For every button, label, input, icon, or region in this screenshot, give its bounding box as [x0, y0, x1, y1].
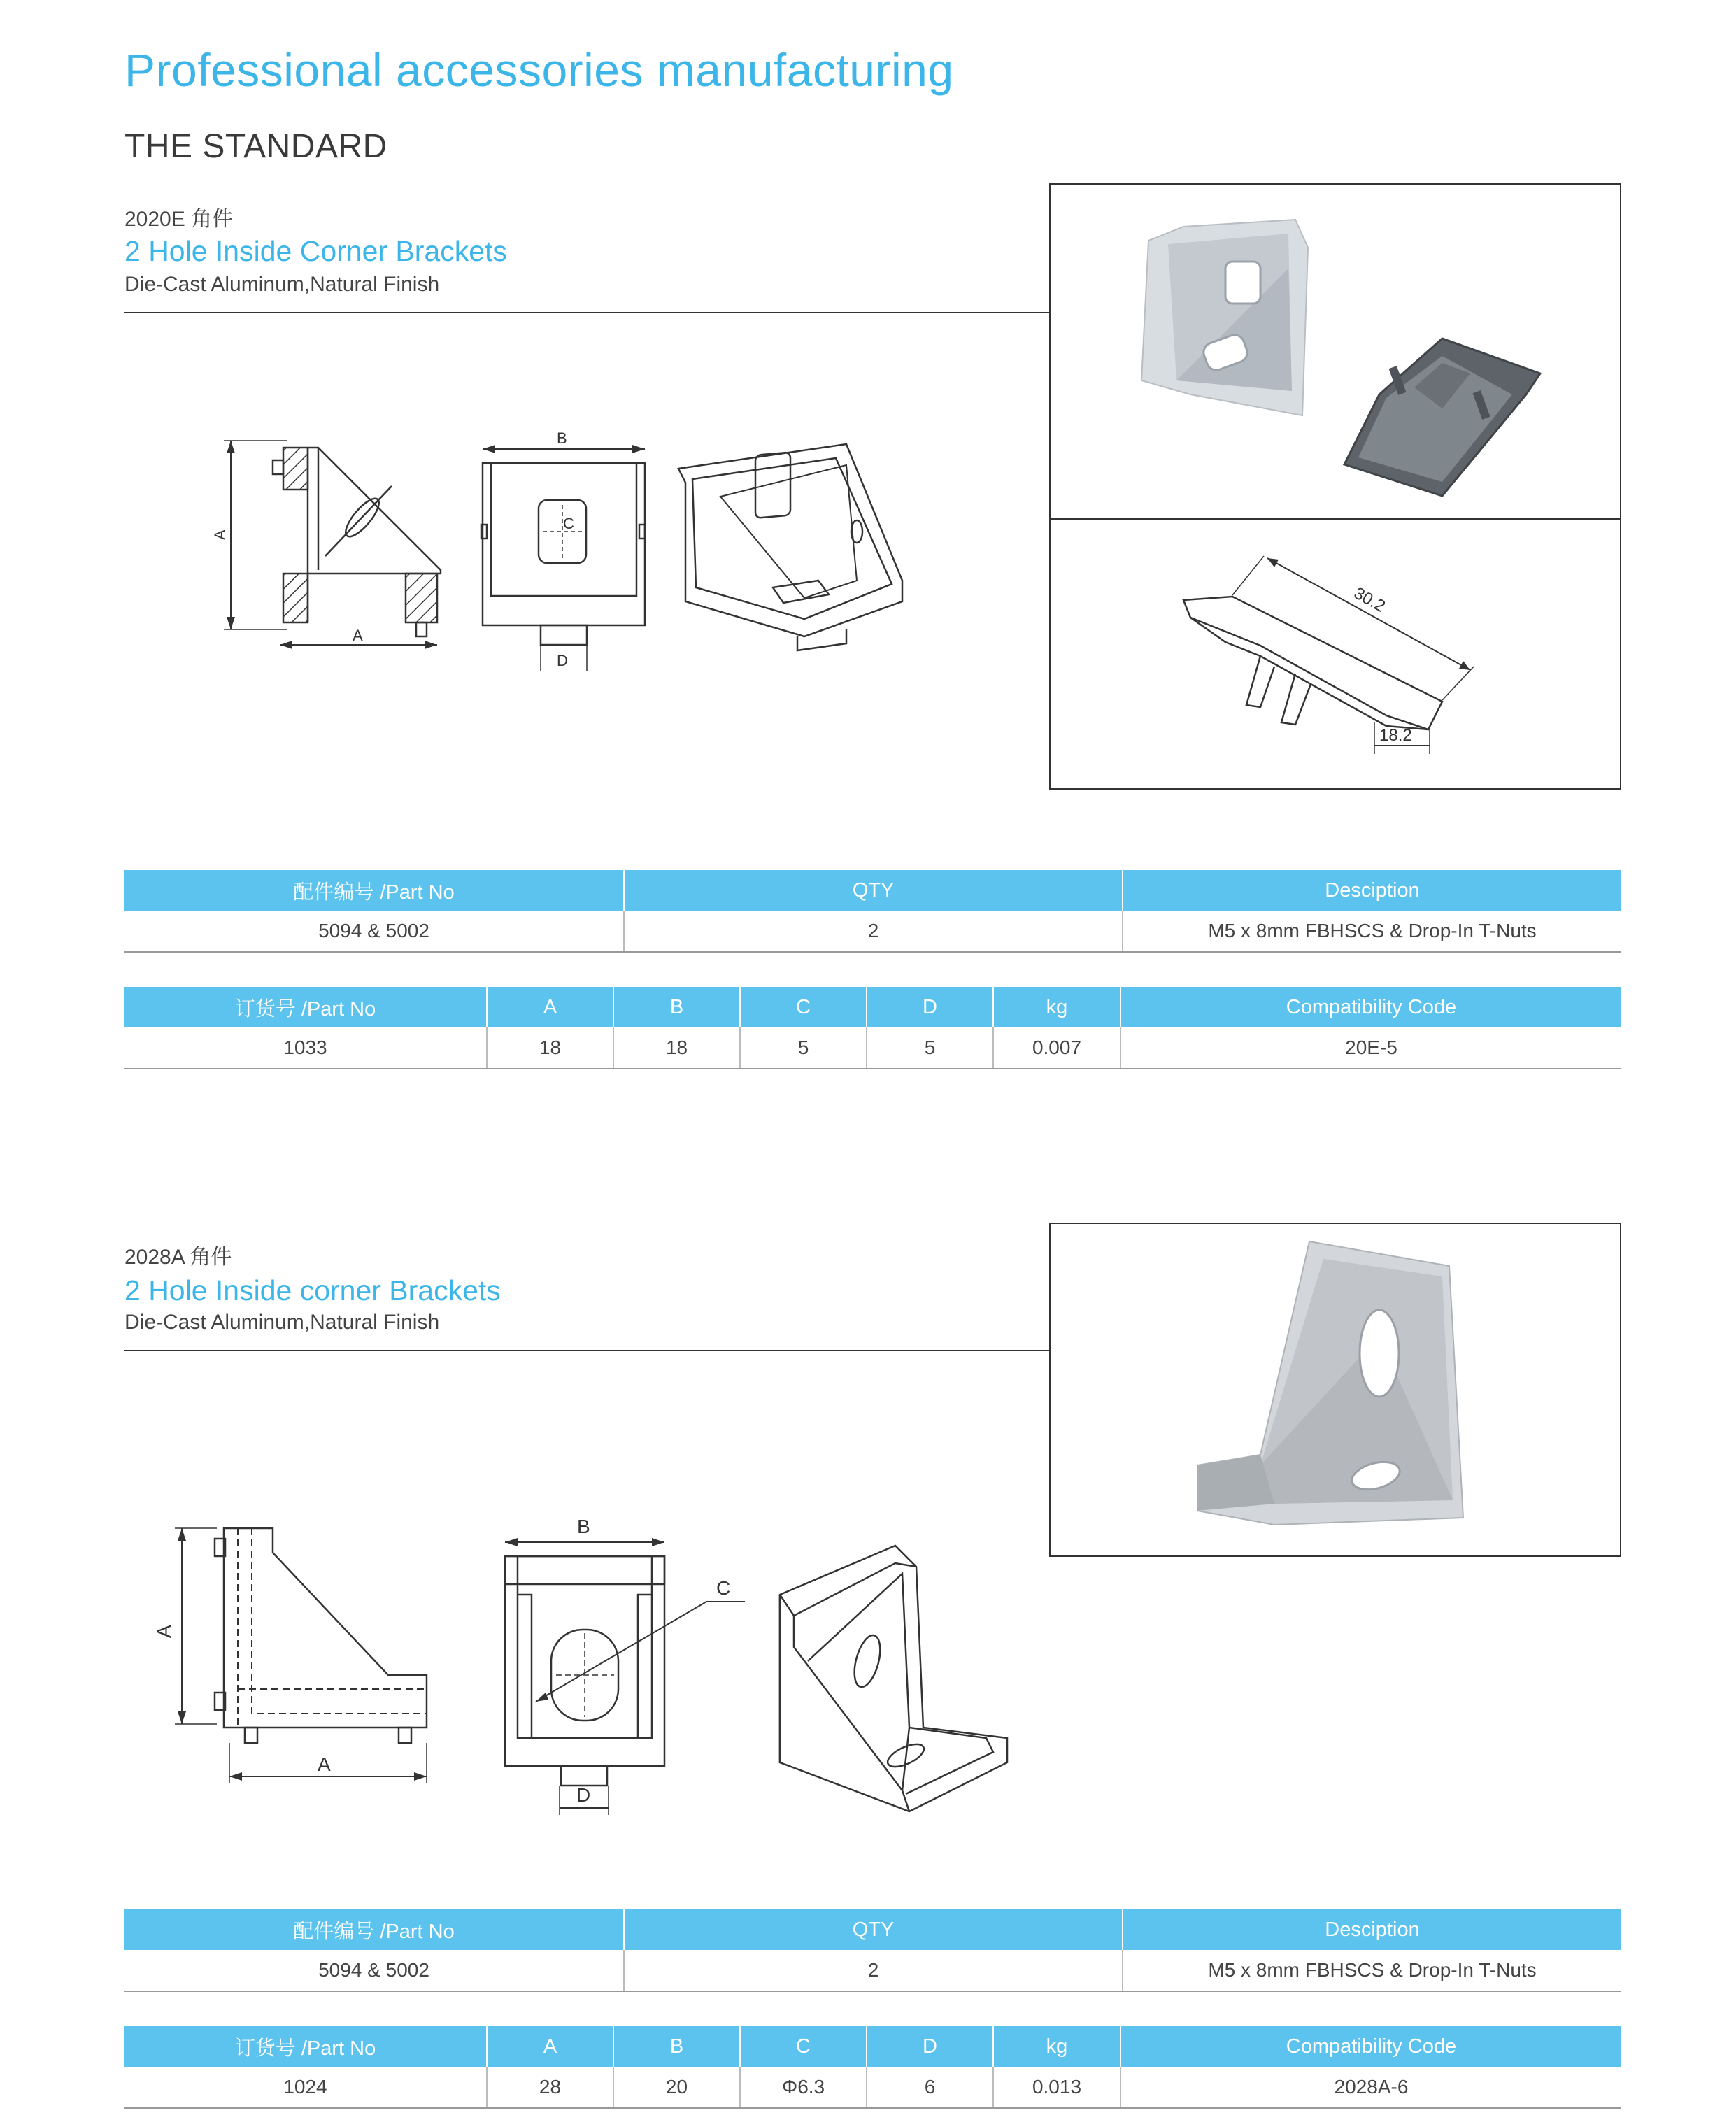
product-1-drawings [203, 420, 930, 671]
product-1-divider [124, 312, 1049, 313]
cell-compat-code: 20E-5 [1120, 1027, 1621, 1069]
header-cell: C [740, 2026, 867, 2067]
tnut-length-label: 30.2 [1351, 583, 1389, 616]
table-row [124, 911, 1621, 952]
cell-order-no: 1024 [124, 2067, 487, 2108]
cell-a: 18 [487, 1027, 613, 1069]
product-2-title: 2 Hole Inside corner Brackets [124, 1274, 501, 1306]
dim-label-d: D [576, 1784, 591, 1806]
dim-label-c: C [716, 1577, 731, 1599]
dim-label-a-horizontal: A [318, 1753, 331, 1775]
table-row [124, 2067, 1621, 2108]
header-cell: 配件编号 /Part No [124, 1909, 624, 1950]
product-2-photo [1051, 1224, 1620, 1555]
header-cell: 订货号 /Part No [124, 987, 487, 1027]
isometric-view-drawing [780, 1546, 1007, 1811]
product-1-accessory-table [124, 870, 1621, 953]
dim-label-b: B [557, 429, 567, 447]
header-cell: A [487, 987, 613, 1027]
product-1-order-table [124, 987, 1621, 1069]
product-1-material: Die-Cast Aluminum,Natural Finish [124, 273, 440, 296]
product-1-photo-box [1049, 183, 1621, 520]
cell-c: Φ6.3 [740, 2067, 867, 2108]
cell-qty: 2 [624, 911, 1123, 952]
cell-part-no: 5094 & 5002 [124, 911, 624, 952]
product-1-model: 2020E 角件 [124, 208, 234, 231]
tnut-photo [1344, 339, 1540, 496]
dim-label-a-vertical: A [153, 1625, 175, 1638]
cell-qty: 2 [624, 1950, 1123, 1991]
product-2-order-table [124, 2026, 1621, 2109]
cell-c: 5 [740, 1027, 867, 1069]
dim-label-a-vertical: A [211, 529, 229, 540]
tnut-drawing [1051, 520, 1620, 788]
product-1-photo [1051, 185, 1620, 518]
cell-part-no: 5094 & 5002 [124, 1950, 624, 1991]
cell-kg: 0.013 [993, 2067, 1120, 2108]
side-view-drawing [175, 1528, 427, 1783]
cell-b: 20 [613, 2067, 740, 2108]
cell-d: 6 [867, 2067, 993, 2108]
bracket-photo [1141, 220, 1308, 415]
product-1-title: 2 Hole Inside Corner Brackets [124, 235, 507, 267]
header-cell: 配件编号 /Part No [124, 870, 624, 911]
cell-order-no: 1033 [124, 1027, 487, 1069]
header-cell: kg [993, 2026, 1120, 2067]
product-2-accessory-table [124, 1909, 1621, 1992]
header-cell: D [867, 987, 993, 1027]
dim-label-d: D [557, 652, 568, 669]
product-2-model: 2028A 角件 [124, 1246, 232, 1269]
page-subtitle: THE STANDARD [124, 128, 387, 165]
table-header-row [124, 870, 1621, 911]
header-cell: A [487, 2026, 613, 2067]
header-cell: Compatibility Code [1120, 987, 1621, 1027]
cell-kg: 0.007 [993, 1027, 1120, 1069]
header-cell: QTY [624, 870, 1123, 911]
front-view-drawing [481, 445, 645, 671]
product-2-drawings [147, 1497, 1021, 1825]
bracket-photo [1197, 1241, 1463, 1525]
product-2-divider [124, 1350, 1049, 1351]
dim-label-b: B [577, 1516, 590, 1537]
header-cell: Desciption [1123, 1909, 1621, 1950]
table-row [124, 1027, 1621, 1069]
header-cell: B [613, 2026, 740, 2067]
front-view-drawing [505, 1538, 745, 1815]
dim-label-a-horizontal: A [353, 627, 363, 644]
cell-d: 5 [867, 1027, 993, 1069]
header-cell: Compatibility Code [1120, 2026, 1621, 2067]
cell-a: 28 [487, 2067, 613, 2108]
cell-description: M5 x 8mm FBHSCS & Drop-In T-Nuts [1123, 1950, 1621, 1991]
tnut-width-label: 18.2 [1379, 726, 1412, 745]
header-cell: 订货号 /Part No [124, 2026, 487, 2067]
page-title: Professional accessories manufacturing [124, 44, 954, 96]
table-header-row [124, 2026, 1621, 2067]
header-cell: Desciption [1123, 870, 1621, 911]
header-cell: C [740, 987, 867, 1027]
table-header-row [124, 1909, 1621, 1950]
table-header-row [124, 987, 1621, 1027]
dim-label-c: C [563, 515, 574, 532]
cell-description: M5 x 8mm FBHSCS & Drop-In T-Nuts [1123, 911, 1621, 952]
header-cell: B [613, 987, 740, 1027]
header-cell: QTY [624, 1909, 1123, 1950]
product-2-material: Die-Cast Aluminum,Natural Finish [124, 1311, 440, 1334]
header-cell: D [867, 2026, 993, 2067]
table-row [124, 1950, 1621, 1991]
side-view-drawing [224, 441, 441, 649]
isometric-view-drawing [678, 444, 902, 650]
cell-compat-code: 2028A-6 [1120, 2067, 1621, 2108]
product-1-tnut-drawing-box [1049, 518, 1621, 790]
product-2-photo-box [1049, 1223, 1621, 1557]
cell-b: 18 [613, 1027, 740, 1069]
header-cell: kg [993, 987, 1120, 1027]
